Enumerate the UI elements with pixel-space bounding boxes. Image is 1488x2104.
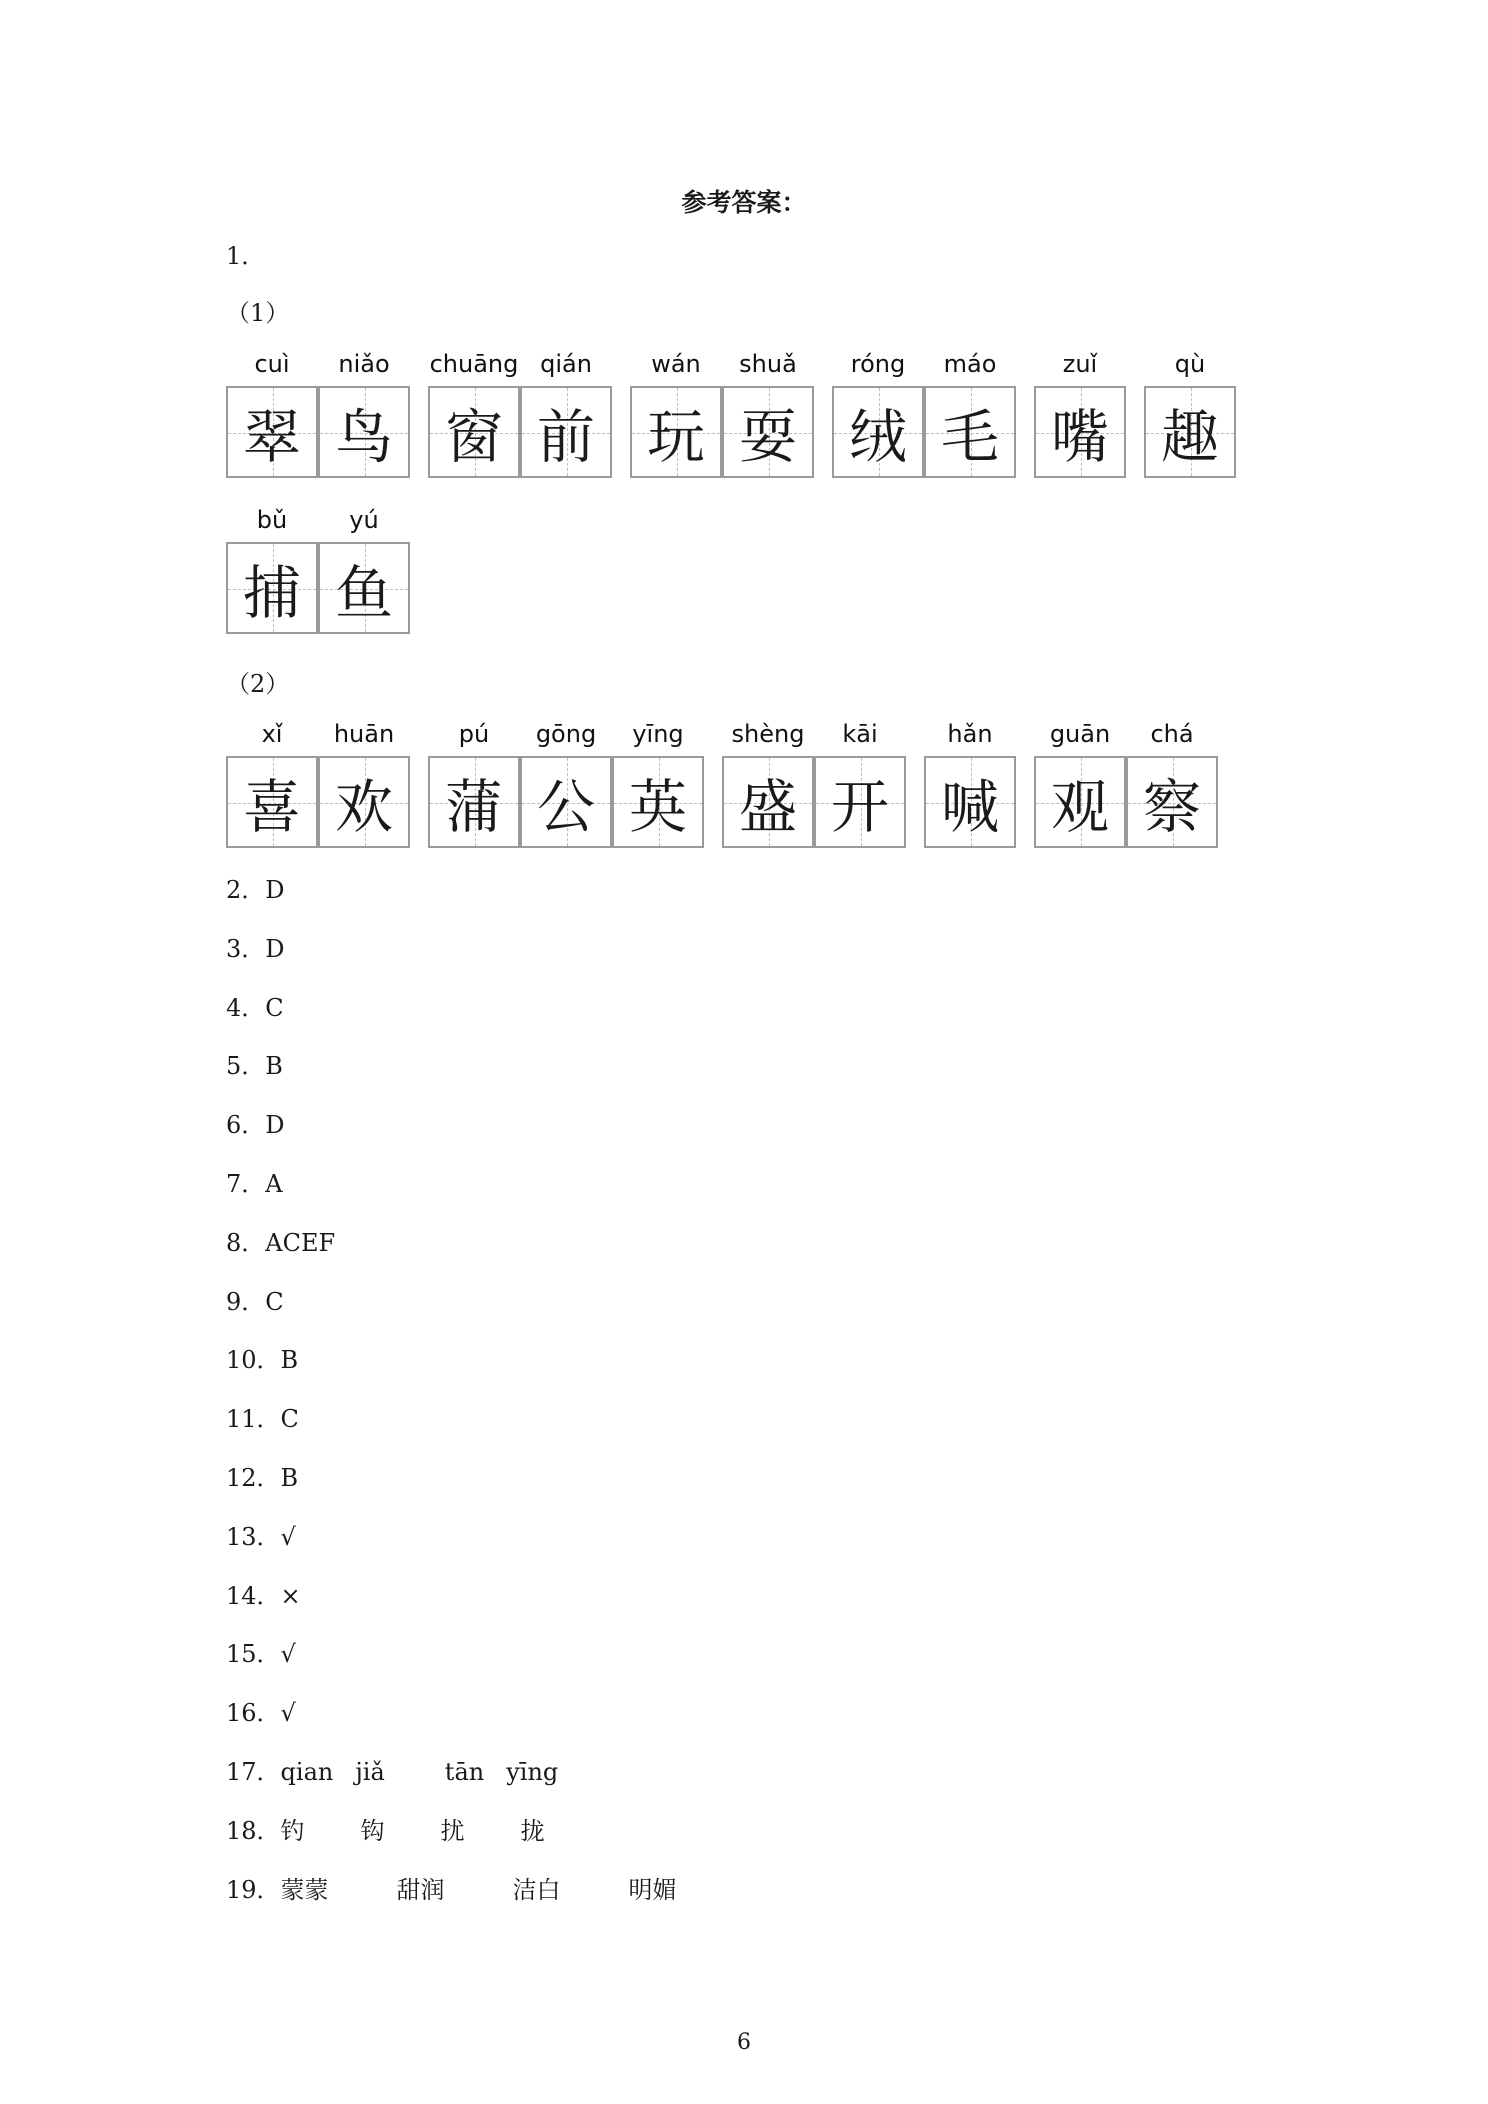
chinese-character: 喜: [242, 773, 301, 841]
chinese-character: 翠: [242, 403, 301, 471]
answer-value: 甜润: [396, 1875, 445, 1904]
character-cell: [814, 756, 906, 848]
answer-line: [226, 988, 284, 1023]
answer-number: 17．: [226, 1758, 281, 1786]
chinese-character: 鸟: [334, 403, 393, 471]
chinese-character: 玩: [646, 403, 705, 471]
answer-line: [226, 1634, 296, 1669]
pinyin-label: gōng: [535, 720, 597, 748]
pinyin-label: yīng: [632, 720, 684, 748]
pinyin-label: niǎo: [338, 350, 390, 378]
answer-number: 9．: [226, 1287, 266, 1316]
answer-line: [226, 870, 285, 905]
pinyin-label: róng: [850, 350, 906, 378]
answer-value: ACEF: [265, 1228, 336, 1257]
character-cell: [520, 386, 612, 478]
chinese-character: 趣: [1160, 403, 1219, 471]
answer-line: [226, 1458, 298, 1493]
character-cell: [318, 542, 410, 634]
question-1-label: 1．: [226, 242, 266, 270]
answer-number: 4．: [226, 993, 266, 1022]
character-cell: [924, 756, 1016, 848]
answer-number: 18．: [226, 1816, 281, 1845]
answer-number: 7．: [226, 1170, 266, 1198]
chinese-character: 前: [536, 403, 595, 471]
answer-number: 19．: [226, 1875, 281, 1904]
chinese-character: 绒: [848, 403, 907, 471]
answer-value: C: [280, 1405, 299, 1434]
answer-value: 扰: [440, 1816, 465, 1845]
answer-number: 13．: [226, 1522, 281, 1551]
answer-line: [226, 1517, 296, 1552]
chinese-character: 窗: [444, 403, 503, 471]
answer-value: √: [280, 1640, 296, 1669]
answer-line: [226, 1046, 283, 1081]
pinyin-label: cuì: [254, 350, 290, 378]
answer-number: 2．: [226, 876, 266, 904]
pinyin-label: xǐ: [261, 720, 283, 748]
answer-number: 10．: [226, 1346, 281, 1375]
pinyin-label: shuǎ: [739, 350, 797, 378]
pinyin-label: bǔ: [256, 506, 288, 534]
pinyin-label: pú: [458, 720, 490, 748]
character-cell: [832, 386, 924, 478]
answer-line: [226, 1399, 299, 1434]
answer-value: B: [280, 1464, 299, 1492]
character-cell: [722, 386, 814, 478]
character-cell: [1126, 756, 1218, 848]
chinese-character: 鱼: [334, 559, 393, 627]
answer-line: [226, 1870, 677, 1905]
answer-value: C: [265, 1287, 284, 1316]
character-cell: [226, 386, 318, 478]
answer-value: B: [265, 1052, 283, 1081]
pinyin-label: wán: [651, 350, 701, 378]
page-number: 6: [737, 2030, 751, 2055]
character-cell: [924, 386, 1016, 478]
pinyin-label: qián: [540, 350, 592, 378]
answer-value: 洁白: [512, 1875, 561, 1904]
answer-line: [226, 929, 285, 964]
character-cell: [612, 756, 704, 848]
chinese-character: 嘴: [1050, 403, 1109, 471]
answer-line: [226, 1340, 298, 1375]
answer-value: A: [265, 1170, 283, 1198]
pinyin-label: huān: [333, 720, 395, 748]
answer-line: [226, 1693, 296, 1728]
answer-number: 8．: [226, 1228, 266, 1257]
answer-value: √: [280, 1699, 296, 1728]
chinese-character: 察: [1142, 773, 1201, 841]
answer-value: qian: [280, 1758, 334, 1786]
chinese-character: 捕: [242, 559, 301, 627]
chinese-character: 欢: [334, 773, 393, 841]
answer-value: D: [265, 1111, 285, 1140]
answer-value: √: [280, 1522, 296, 1551]
answer-number: 5．: [226, 1052, 266, 1081]
answer-line: [226, 1811, 545, 1846]
part-2-label: （2）: [226, 670, 290, 698]
answer-value: C: [265, 993, 284, 1022]
answer-value: 拢: [520, 1816, 545, 1845]
pinyin-label: qù: [1174, 350, 1206, 378]
chinese-character: 喊: [940, 773, 999, 841]
answer-line: [226, 1752, 558, 1787]
answer-value: 明媚: [628, 1875, 677, 1904]
chinese-character: 蒲: [444, 773, 503, 841]
answer-value: 蒙蒙: [280, 1875, 329, 1904]
answer-number: 6．: [226, 1111, 266, 1140]
character-cell: [722, 756, 814, 848]
answer-number: 16．: [226, 1699, 281, 1728]
chinese-character: 耍: [738, 403, 797, 471]
answer-value: 钓: [280, 1816, 305, 1845]
answer-value: D: [265, 876, 285, 904]
pinyin-label: shèng: [731, 720, 805, 748]
chinese-character: 毛: [940, 403, 999, 471]
answer-value: D: [265, 934, 285, 963]
pinyin-label: chuāng: [429, 350, 519, 378]
character-cell: [428, 386, 520, 478]
character-cell: [428, 756, 520, 848]
character-cell: [1034, 756, 1126, 848]
character-cell: [226, 542, 318, 634]
answer-number: 12．: [226, 1464, 281, 1492]
answer-line: [226, 1282, 284, 1317]
answer-line: [226, 1105, 285, 1140]
answer-number: 3．: [226, 934, 266, 963]
character-cell: [318, 756, 410, 848]
character-cell: [630, 386, 722, 478]
chinese-character: 盛: [738, 773, 797, 841]
answer-number: 14．: [226, 1581, 281, 1610]
answer-line: [226, 1164, 283, 1199]
character-cell: [318, 386, 410, 478]
answer-line: [226, 1576, 301, 1611]
chinese-character: 观: [1050, 773, 1109, 841]
pinyin-label: zuǐ: [1062, 350, 1098, 378]
answer-value: jiǎ: [355, 1758, 385, 1786]
character-cell: [1034, 386, 1126, 478]
answer-value: tān: [444, 1758, 485, 1786]
pinyin-label: yú: [349, 506, 379, 534]
answer-line: [226, 1223, 335, 1258]
chinese-character: 英: [628, 773, 687, 841]
answer-value: B: [280, 1346, 299, 1375]
pinyin-label: hǎn: [947, 720, 993, 748]
pinyin-label: kāi: [842, 720, 878, 748]
pinyin-label: chá: [1150, 720, 1194, 748]
chinese-character: 公: [536, 773, 595, 841]
answer-value: ×: [280, 1581, 301, 1610]
chinese-character: 开: [830, 773, 889, 841]
answer-value: 钩: [360, 1816, 385, 1845]
part-1-label: （1）: [226, 299, 290, 327]
character-cell: [1144, 386, 1236, 478]
character-cell: [520, 756, 612, 848]
answer-value: yīng: [506, 1758, 559, 1786]
answer-number: 15．: [226, 1640, 281, 1669]
pinyin-label: guān: [1049, 720, 1111, 748]
page-title: 参考答案：: [681, 188, 807, 217]
answer-number: 11．: [226, 1405, 281, 1434]
pinyin-label: máo: [943, 350, 997, 378]
character-cell: [226, 756, 318, 848]
